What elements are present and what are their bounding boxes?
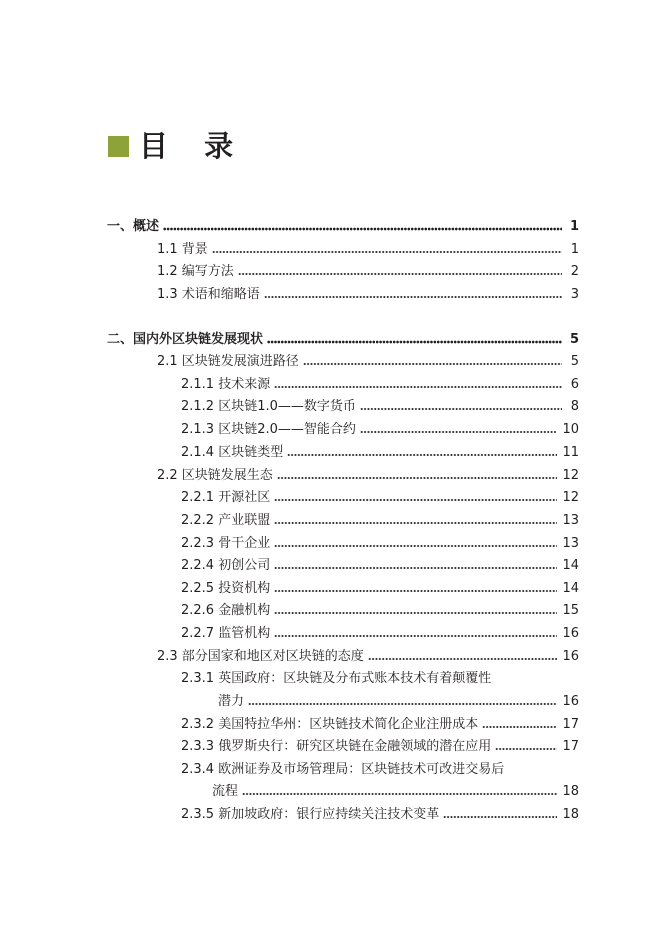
toc-entry-2-1-4[interactable]	[181, 443, 579, 463]
toc-entry-label: 2.1.3 区块链2.0——智能合约	[181, 422, 356, 437]
toc-entry-label: 2.2.4 初创公司	[181, 558, 271, 573]
toc-entry-1-1[interactable]	[157, 240, 579, 260]
toc-page-number: 10	[562, 422, 579, 437]
toc-entry-1[interactable]	[107, 217, 579, 237]
toc-page-number: 3	[570, 287, 579, 302]
toc-page-number: 12	[562, 468, 579, 483]
page-title: 目 录	[139, 129, 247, 163]
toc-leader-dots	[360, 430, 558, 434]
toc-entry-2-3-4-line1[interactable]: 2.3.4 欧洲证券及市场管理局：区块链技术可改进交易后	[181, 762, 505, 777]
toc-leader-dots	[482, 725, 557, 729]
toc-entry-2-2-7[interactable]	[181, 624, 579, 644]
toc-entry-2-3[interactable]	[157, 647, 579, 667]
toc-leader-dots	[287, 453, 557, 457]
toc-page-number: 13	[562, 536, 579, 551]
toc-leader-dots	[368, 657, 558, 661]
toc-leader-dots	[495, 747, 557, 751]
toc-page-number: 18	[562, 807, 579, 822]
toc-page-number: 17	[562, 739, 579, 754]
toc-heading	[108, 128, 246, 164]
toc-leader-dots	[242, 792, 557, 796]
toc-page-number: 1	[569, 219, 579, 234]
toc-entry-2-1[interactable]	[157, 352, 579, 372]
toc-entry-label: 2.3.3 俄罗斯央行：研究区块链在金融领域的潜在应用	[181, 739, 492, 754]
toc-entry-2-2-2[interactable]	[181, 511, 579, 531]
toc-entry-label: 2.3.5 新加坡政府：银行应持续关注技术变革	[181, 807, 440, 822]
toc-entry-label: 2.2.2 产业联盟	[181, 513, 271, 528]
toc-entry-2-1-3[interactable]	[181, 420, 579, 440]
toc-entry-2-3-5[interactable]	[181, 805, 579, 825]
toc-page-number: 5	[569, 332, 579, 347]
toc-leader-dots	[238, 272, 562, 276]
toc-page-number: 12	[562, 490, 579, 505]
toc-entry-label: 2.2.6 金融机构	[181, 603, 271, 618]
toc-leader-dots	[303, 362, 562, 366]
toc-leader-dots	[360, 407, 562, 411]
toc-page-number: 16	[562, 694, 579, 709]
toc-leader-dots	[274, 611, 557, 615]
toc-entry-label: 1.3 术语和缩略语	[157, 287, 260, 302]
toc-entry-2-2-4[interactable]	[181, 556, 579, 576]
toc-entry-label: 2.2.3 骨干企业	[181, 536, 271, 551]
toc-entry-label: 一、概述	[107, 219, 160, 234]
toc-page-number: 16	[562, 626, 579, 641]
toc-entry-label: 2.2.5 投资机构	[181, 581, 271, 596]
toc-leader-dots	[277, 476, 558, 480]
toc-entry-2-3-2[interactable]	[181, 715, 579, 735]
toc-leader-dots	[274, 589, 557, 593]
toc-leader-dots	[248, 702, 557, 706]
toc-entry-label: 2.3.2 美国特拉华州：区块链技术简化企业注册成本	[181, 717, 479, 732]
toc-entry-label: 潜力	[218, 694, 245, 709]
toc-leader-dots	[274, 385, 562, 389]
toc-page-number: 14	[562, 558, 579, 573]
toc-page-number: 2	[570, 264, 579, 279]
toc-page-number: 6	[570, 377, 579, 392]
toc-page-number: 1	[570, 242, 579, 257]
toc-leader-dots	[274, 634, 557, 638]
toc-entry-label: 2.1.1 技术来源	[181, 377, 271, 392]
toc-entry-1-3[interactable]	[157, 285, 579, 305]
toc-page-number: 14	[562, 581, 579, 596]
toc-leader-dots	[443, 815, 557, 819]
toc-entry-label: 1.1 背景	[157, 242, 208, 257]
toc-entry-2-3-1[interactable]	[218, 692, 579, 712]
toc-entry-label: 二、国内外区块链发展现状	[107, 332, 264, 347]
toc-page-number: 8	[570, 399, 579, 414]
toc-entry-2-1-2[interactable]	[181, 397, 579, 417]
toc-leader-dots	[163, 227, 562, 231]
toc-entry-2-1-1[interactable]	[181, 375, 579, 395]
toc-page-number: 18	[562, 784, 579, 799]
toc-entry-1-2[interactable]	[157, 262, 579, 282]
toc-leader-dots	[274, 521, 557, 525]
toc-entry-label: 2.1.4 区块链类型	[181, 445, 284, 460]
toc-entry-2-2[interactable]	[157, 466, 579, 486]
toc-entry-2-3-3[interactable]	[181, 737, 579, 757]
toc-entry-2-2-6[interactable]	[181, 601, 579, 621]
toc-entry-label: 2.2.1 开源社区	[181, 490, 271, 505]
toc-leader-dots	[274, 498, 557, 502]
toc-entry-2[interactable]	[107, 330, 579, 350]
toc-leader-dots	[267, 340, 562, 344]
toc-entry-label: 1.2 编写方法	[157, 264, 234, 279]
toc-page-number: 17	[562, 717, 579, 732]
toc-page-number: 13	[562, 513, 579, 528]
toc-entry-label: 2.1 区块链发展演进路径	[157, 354, 299, 369]
toc-page-number: 11	[562, 445, 579, 460]
toc-entry-label: 流程	[212, 784, 239, 799]
toc-entry-2-3-1-line1[interactable]: 2.3.1 英国政府：区块链及分布式账本技术有着颠覆性	[181, 671, 492, 686]
toc-page-number: 5	[570, 354, 579, 369]
toc-entry-2-2-5[interactable]	[181, 579, 579, 599]
toc-page-number: 15	[562, 603, 579, 618]
toc-entry-label: 2.2.7 监管机构	[181, 626, 271, 641]
toc-entry-label: 2.3 部分国家和地区对区块链的态度	[157, 649, 364, 664]
toc-page-number: 16	[562, 649, 579, 664]
toc-leader-dots	[264, 295, 562, 299]
toc-leader-dots	[274, 566, 557, 570]
toc-leader-dots	[274, 544, 557, 548]
toc-entry-label: 2.2 区块链发展生态	[157, 468, 273, 483]
toc-leader-dots	[212, 250, 562, 254]
toc-entry-2-2-3[interactable]	[181, 534, 579, 554]
heading-accent-square	[108, 136, 129, 157]
toc-entry-2-2-1[interactable]	[181, 488, 579, 508]
toc-entry-label: 2.1.2 区块链1.0——数字货币	[181, 399, 356, 414]
toc-entry-2-3-4[interactable]	[212, 782, 579, 802]
